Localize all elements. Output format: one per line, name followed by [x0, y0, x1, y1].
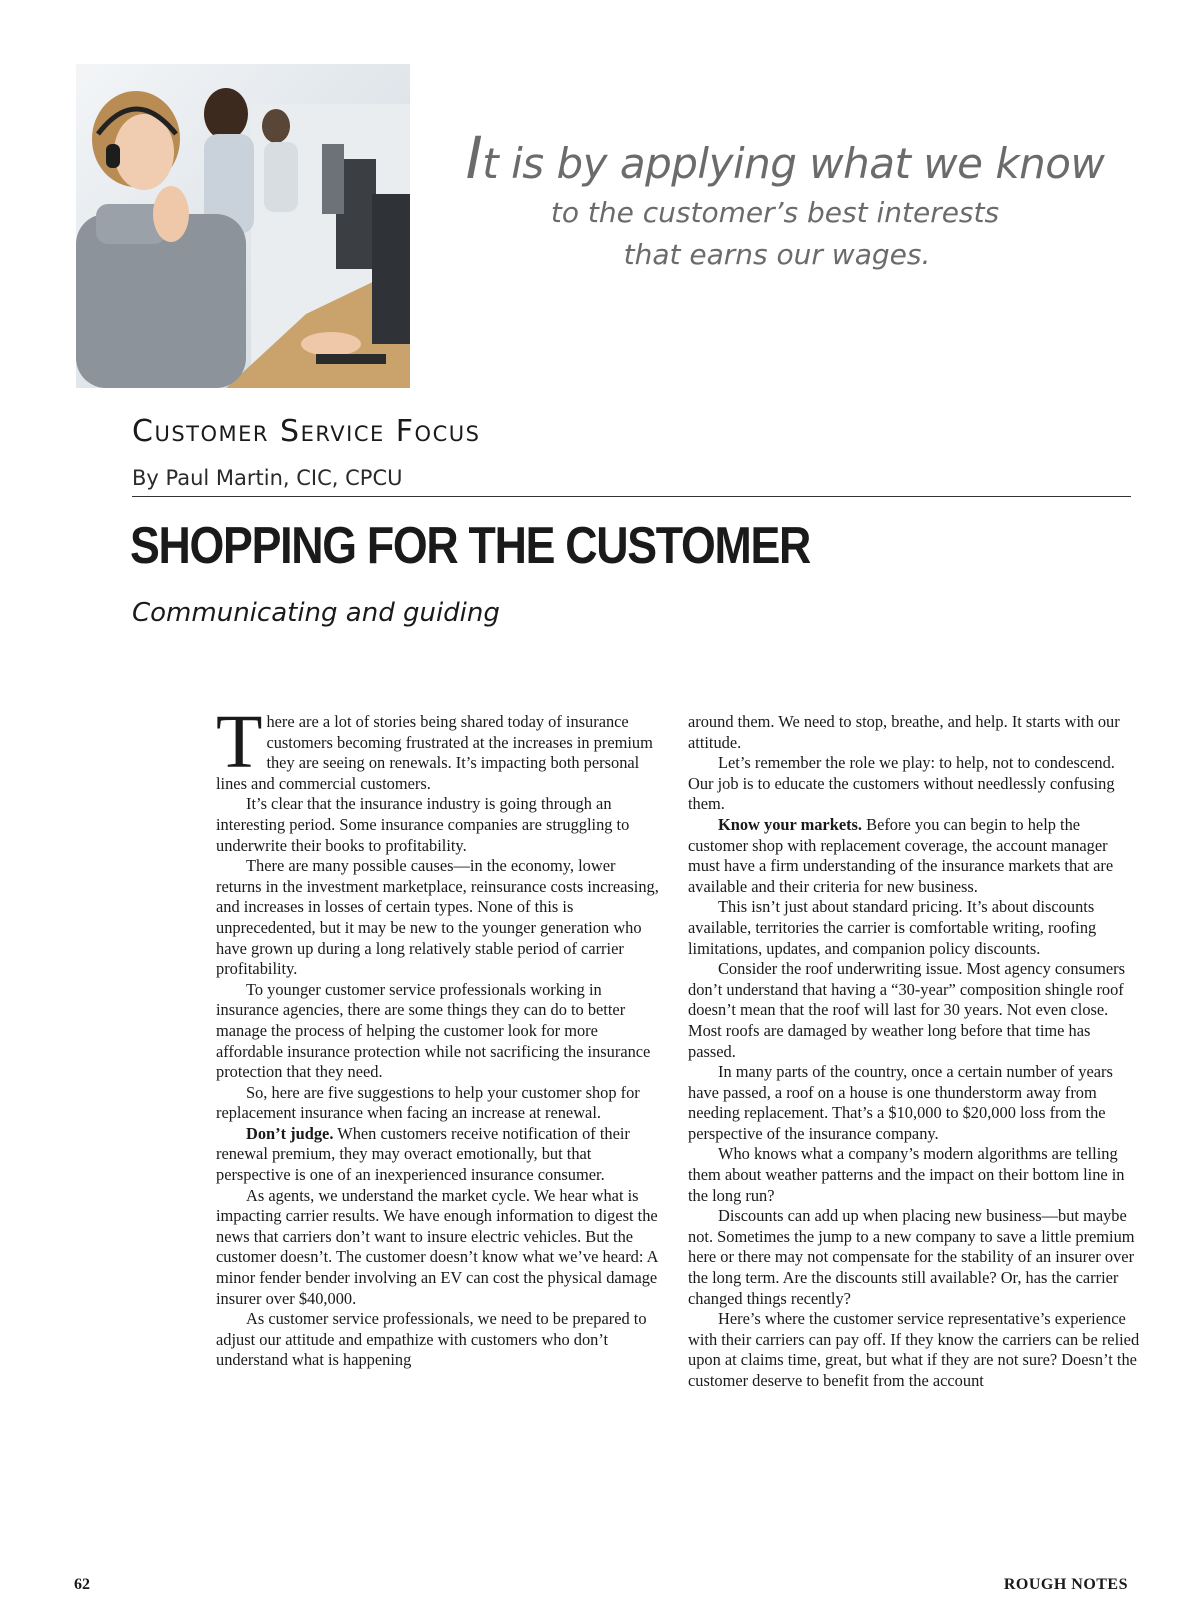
paragraph-text: When customers receive notification of their renewal premium, they may overact emotionally, but that perspective is one of an inexperienced insurance consumer. — [216, 1123, 630, 1185]
page-number: 62 — [74, 1576, 90, 1593]
pull-quote-line-2: to the customer’s best interests — [550, 196, 1000, 229]
run-in-heading: Don’t judge. — [246, 1123, 334, 1143]
publication-name: ROUGH NOTES — [1003, 1576, 1128, 1593]
paragraph: There are many possible causes—in the economy, lower returns in the investment marketplace, reinsurance costs increasing, and increases in losses of certain types. None of this is unprecedented, but it may be new to the younger generation who have grown up during a long relatively stable period of carrier profitability. — [216, 856, 659, 979]
paragraph: around them. We need to stop, breathe, and help. It starts with our attitude. — [688, 712, 1120, 752]
paragraph: So, here are five suggestions to help your customer shop for replacement insurance when facing an increase at renewal. — [216, 1082, 640, 1123]
headline: SHOPPING FOR THE CUSTOMER — [130, 517, 811, 575]
paragraph — [216, 1124, 664, 1186]
pull-quote-initial: I — [465, 124, 483, 192]
paragraph: Discounts can add up when placing new business—but maybe not. Sometimes the jump to a new company to save a little premium here or there may not compensate for the stability of an insurer over the long term. Are the discounts still available? Or, has the carrier changed things recently? — [688, 1206, 1135, 1308]
divider — [132, 496, 1131, 497]
pull-quote-line-3: that earns our wages. — [623, 238, 931, 271]
byline: By Paul Martin, CIC, CPCU — [132, 466, 403, 490]
paragraph-text: here are a lot of stories being shared today of insurance customers becoming frustrated at the increases in premium they are seeing on renewals. It’s impacting both personal lines and commercial customers. — [216, 712, 653, 793]
paragraph: Here’s where the customer service representative’s experience with their carriers can pay off. If they know the carriers can be relied upon at claims time, great, but what if they are not sure? Doesn’t the customer deserve to benefit from the account — [688, 1309, 1140, 1390]
paragraph — [688, 815, 1140, 897]
paragraph: Who knows what a company’s modern algorithms are telling them about weather patterns and the impact on their bottom line in the long run? — [688, 1144, 1125, 1205]
pull-quote — [420, 124, 1120, 276]
paragraph — [216, 700, 664, 794]
paragraph: Let’s remember the role we play: to help, not to condescend. Our job is to educate the customers without needlessly confusing them. — [688, 753, 1115, 814]
article-column-left — [216, 700, 664, 1371]
paragraph-text: Before you can begin to help the customer shop with replacement coverage, the account manager must have a firm understanding of the insurance markets that are available and their criteria for new business. — [688, 814, 1114, 896]
header-photo — [76, 64, 410, 388]
paragraph: As agents, we understand the market cycle. We hear what is impacting carrier results. We have enough information to digest the news that carriers don’t want to insure electric vehicles. But the customer doesn’t. The customer doesn’t know what we’ve heard: A minor fender bender involving an EV can cost the physical damage insurer over $40,000. — [216, 1185, 658, 1308]
paragraph: This isn’t just about standard pricing. It’s about discounts available, territories the carrier is comfortable writing, roofing limitations, updates, and companion policy discounts. — [688, 897, 1097, 958]
paragraph: Consider the roof underwriting issue. Most agency consumers don’t understand that having a “30-year” composition shingle roof doesn’t mean that the roof will last for 30 years. Not even close. Most roofs are damaged by weather long before that time has passed. — [688, 959, 1125, 1061]
call-center-photo — [76, 64, 410, 388]
paragraph: In many parts of the country, once a certain number of years have passed, a roof on a house is one thunderstorm away from needing replacement. That’s a $10,000 to $20,000 loss from the perspective of the insurance company. — [688, 1062, 1113, 1143]
article-column-right — [688, 712, 1140, 1392]
paragraph: To younger customer service professionals working in insurance agencies, there are some things they can do to better manage the process of helping the customer look for more affordable insurance protection while not sacrificing the insurance protection that they need. — [216, 979, 651, 1082]
drop-cap: T — [216, 700, 263, 784]
subhead: Communicating and guiding — [132, 598, 500, 628]
section-title: Customer Service Focus — [132, 414, 481, 449]
pull-quote-line-1-text: t is by applying what we know — [482, 139, 1105, 188]
run-in-heading: Know your markets. — [718, 814, 863, 834]
paragraph: It’s clear that the insurance industry is going through an interesting period. Some insurance companies are struggling to underwrite their books to profitability. — [216, 794, 630, 855]
pull-quote-line-1 — [450, 124, 1120, 192]
paragraph: As customer service professionals, we need to be prepared to adjust our attitude and empathize with customers who don’t understand what is happening — [216, 1309, 647, 1370]
